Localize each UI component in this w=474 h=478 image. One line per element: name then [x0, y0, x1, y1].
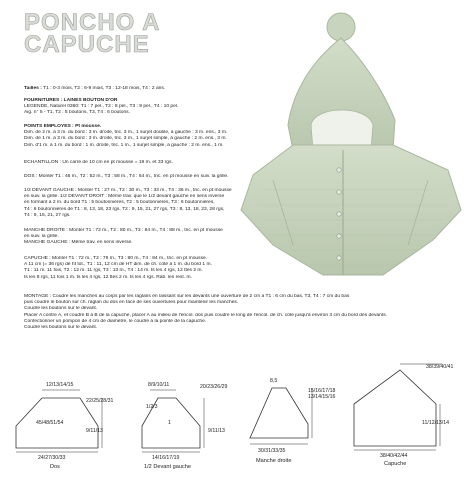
hood-line-3: T1 : 11 m. 11 fois, T2 : 12 m. 11 rgs, T3 : 13 m., T4 : 14 m. ts les 4 rgs, 12 ttes 2 m.	[24, 268, 203, 274]
front-top-measure: 8/9/10/11	[148, 382, 170, 388]
back-mid-measure: 45/48/51/54	[36, 420, 64, 426]
back-section	[24, 174, 252, 180]
stitches-line-2: Dim. de 2 m. à 3 m. du bord : 3 m. droite, tric. 3 m., 1 surjet double, à gauche : 3 m. ens., 3 m.	[24, 130, 228, 136]
stitches-line-3: Dim. de 1 m. à 3 m. du bord : 3 m. droite, tric. 3 m., 1 surjet simple, à gauche : 2 m. ens., 3 m.	[24, 136, 227, 142]
diagram-left-front	[128, 360, 238, 470]
hood-section	[24, 256, 252, 281]
sleeve-top-measure: 8,5	[270, 378, 278, 384]
sizes-text: T1 : 0-3 mois, T2 : 6-9 mois, T3 : 12-18 mois, T4 : 2 ans.	[43, 86, 166, 91]
front-mid-measure: 1	[168, 420, 171, 426]
pattern-title	[24, 9, 161, 58]
assembly-line-5: Confectionner un pompon de 4 cm de diamètre, le coudre à la pointe de la capuche.	[24, 318, 207, 324]
stitches-line-4: Dim. d'1 m. à 1 m. du bord : 1 m. droite, tric. 1 m., 1 surjet simple, à gauche : 2 m. ens., 1 m.	[24, 142, 224, 148]
right-sleeve-line-2: en suiv. la grille.	[24, 234, 59, 240]
title-line-1: PONCHO A	[24, 9, 161, 36]
poncho-photo	[233, 10, 469, 280]
sleeve-right-measure-1: 15/16/17/18	[308, 388, 336, 394]
stitches-label: POINTS EMPLOYÉS : Pt mousse.	[24, 124, 102, 129]
materials-line-3: Aig. n° 5 - T1, T2 : 5 boutons, T3, T4 : 6 boutons.	[24, 110, 130, 116]
assembly-line-3: Coudre les boutons sur le devant.	[24, 306, 98, 312]
left-front-section	[24, 188, 252, 219]
diagram-right-sleeve	[246, 372, 338, 470]
sleeve-right-measure-2: 13/14/15/16	[308, 394, 336, 400]
hood-line-4: ts les 8 rgs, 11 fois 1 m. ts les 4 rgs, 12 ttes 2 m. ts les 4 rgs. Rab. les rest. m.	[24, 274, 192, 280]
front-caption: 1/2 Devant gauche	[144, 464, 191, 470]
hood-line-2: A 11 cm (= 36 rgs) de ht tot., T1 : 11, 12 cm de HT dim. de ch. côté à 1 m. du bord 1 m.	[24, 262, 212, 268]
left-front-line-2: en suiv. la grille. 1/2 DEVANT DROIT : Même trav. que le 1/2 devant gauche en sens inverse	[24, 194, 225, 200]
front-right-bottom-measure: 9/11/13	[208, 428, 225, 434]
left-sleeve-line: MANCHE GAUCHE : Même trav. en sens inverse.	[24, 240, 133, 246]
hood-line-1: CAPUCHE : Monter T1 : 72 m., T2 : 76 m., T3 : 80 m., T4 : 84 m., tric. en pt mousse.	[24, 256, 208, 261]
sleeve-bottom-measure: 30/31/33/35	[258, 448, 286, 454]
sizes-section	[24, 86, 252, 92]
back-right-top-measure: 22/25/28/31	[86, 398, 114, 404]
assembly-line-2: puis coudre le bouton sur ch. raglan du dos en face de ses ouvertures pour maintenir les manches.	[24, 300, 239, 306]
assembly-line-4: Placer A contre A, et coudre B à B de la capuche, placer A au milieu de l'encol. dos puis coudre le long de l'encol. de ch. côté jusqu'à environ 3 cm du bord des devants.	[24, 312, 388, 318]
hood-caption: Capuche	[384, 461, 407, 467]
left-front-line-5: T4 : 9, 15, 21, 27 rgs.	[24, 212, 71, 218]
assembly-section	[24, 294, 462, 331]
hood-right-measure: 11/12/13/14	[422, 420, 450, 426]
gauge-section	[24, 160, 252, 166]
assembly-line-1: MONTAGE : Coudre les manches au corps par les raglans en laissant sur les devants une ouverture de 2 cm à T1 : 6 cm du bas, T3, T4 : 7 cm du bas	[24, 294, 350, 299]
sleeve-caption: Manche droite	[256, 458, 292, 464]
front-bottom-measure: 14/16/17/19	[152, 455, 180, 461]
gauge-text: ÉCHANTILLON : Un carré de 10 cm en pt mousse = 19 m. et 33 rgs.	[24, 160, 173, 165]
front-left-measure: 1/2/3	[146, 404, 158, 410]
back-top-measure: 12/13/14/15	[46, 382, 74, 388]
stitches-section	[24, 124, 252, 149]
diagram-hood	[340, 360, 470, 470]
assembly-line-6: Coudre les boutons sur le devant.	[24, 325, 98, 331]
materials-line-2: LÉGENDE, Naturel 0360: T1 : 7 pel., T2 : 8 pel., T3 : 9 pel., T4 : 10 pel.	[24, 104, 179, 110]
back-caption: Dos	[50, 464, 60, 470]
back-bottom-measure: 24/27/30/33	[38, 455, 66, 461]
right-sleeve-line-1: MANCHE DROITE : Monter T1 : 72 m., T2 : 80 m., T3 : 84 m., T4 : 88 m., tric. en pt mousse	[24, 228, 223, 233]
left-front-line-3: en formant à 2 m. du bord T1 : 5 boutonnières, T2 : 5 boutonnières, T3 : 6 boutonnières,	[24, 200, 215, 206]
back-line-1: DOS : Monter T1 : 46 m., T2 : 52 m., T3 : 58 m., T4 : 64 m., tric. en pt mousse en suiv. la grille.	[24, 174, 229, 179]
left-front-line-1: 1/2 DEVANT GAUCHE : Monter T1 : 27 m., T2 : 30 m., T3 : 33 m., T4 : 36 m., tric. en pt mousse	[24, 188, 232, 193]
diagram-back	[8, 360, 118, 470]
title-line-2: CAPUCHE	[24, 31, 150, 58]
front-right-top-measure: 20/23/26/29	[200, 384, 228, 390]
back-right-bottom-measure: 9/11/13	[86, 428, 103, 434]
materials-label: FOURNITURES : LAINES BOUTON D'OR	[24, 98, 118, 103]
materials-section	[24, 98, 252, 117]
hood-top-measure: 38/39/40/41	[426, 364, 454, 370]
left-front-line-4: T4 : 6 boutonnières de T1 : 8, 13, 18, 23 rgs, T2 : 9, 15, 21, 27 rgs, T3 : 8, 13, 18, 23, 28 rgs,	[24, 206, 225, 212]
right-sleeve-section	[24, 228, 252, 247]
sizes-label: Tailles :	[24, 86, 42, 91]
hood-bottom-measure: 38/40/42/44	[380, 453, 408, 459]
